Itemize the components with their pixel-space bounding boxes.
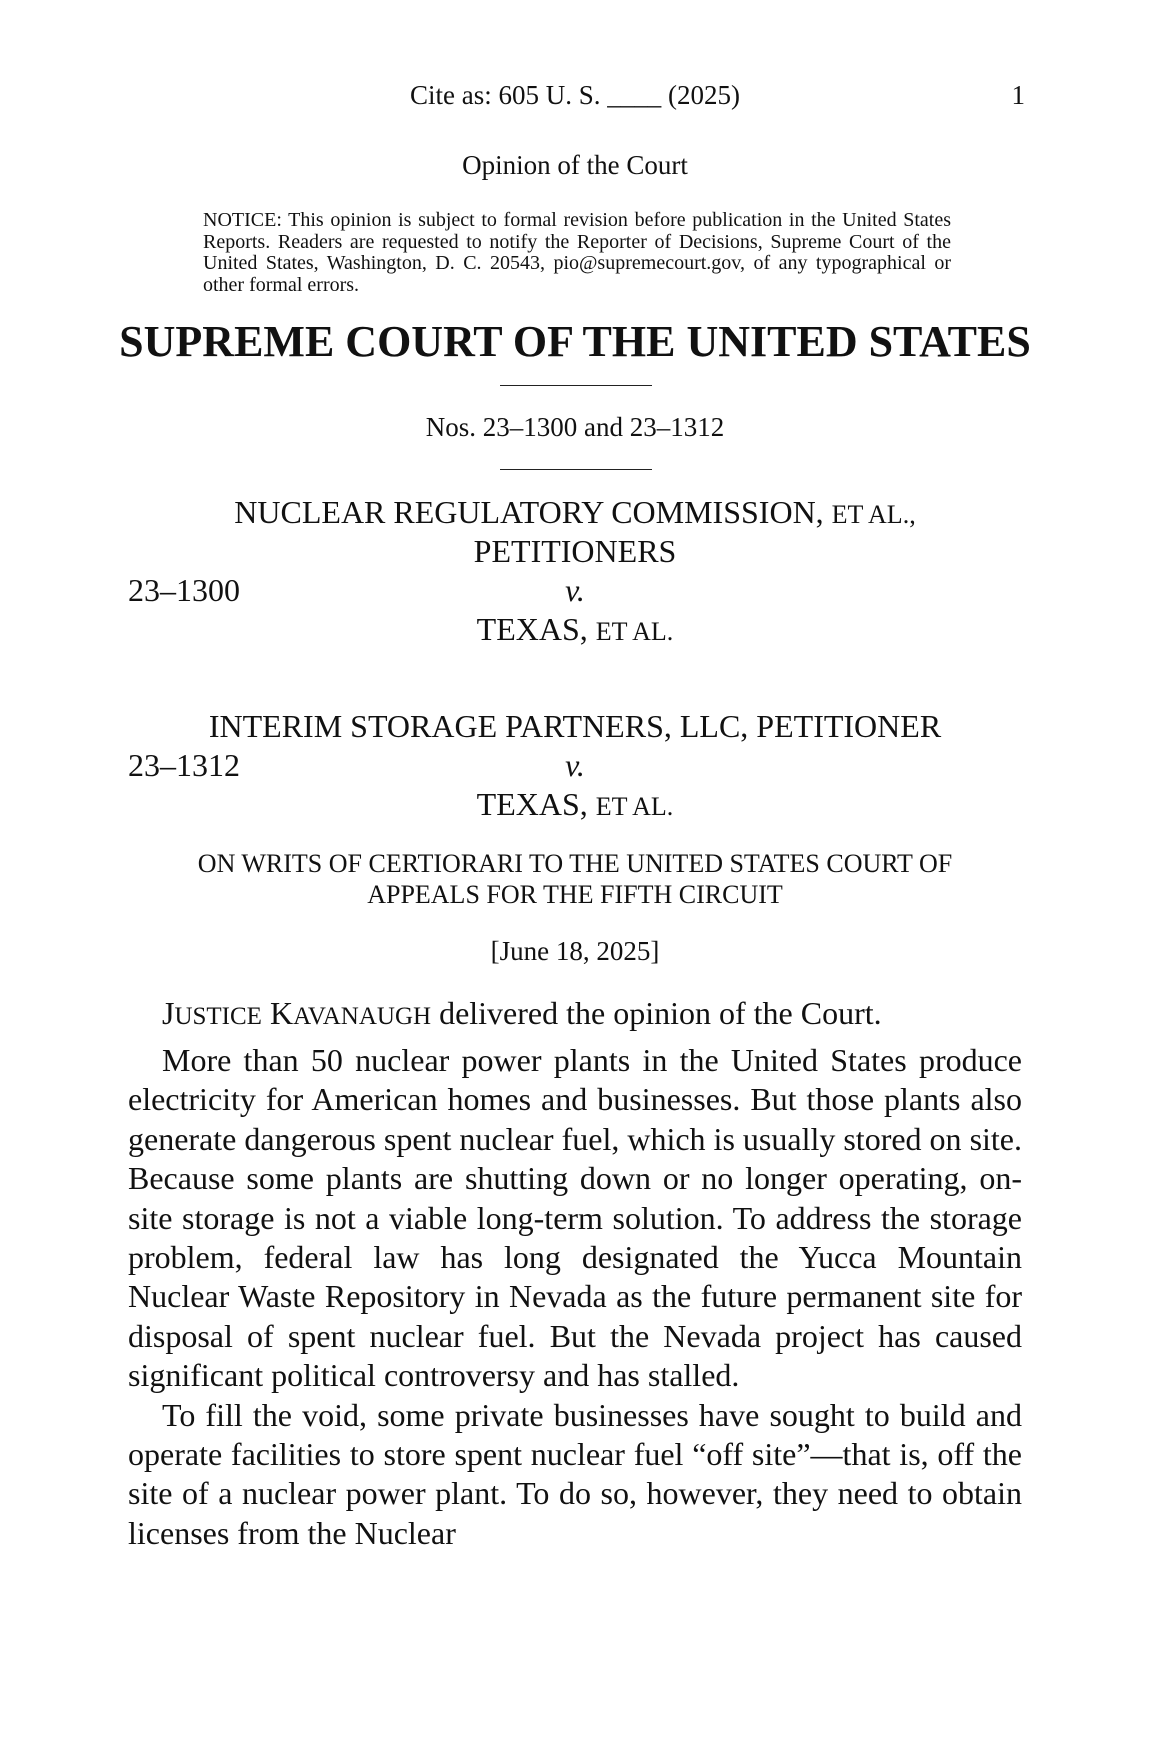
case-1-petitioner-suffix: ET AL., <box>831 500 916 529</box>
notice-text: NOTICE: This opinion is subject to formal revision before publication in the United States Reports. Readers are requested to notify the Reporter of Decisions, Supreme Court of the United States, Washington, D. C. 20543, pio@supremecourt.gov, of any typographical or other formal errors. <box>203 209 951 296</box>
case-1-petitioner-role: PETITIONERS <box>473 533 677 569</box>
case-1-respondent-name: TEXAS, <box>476 611 588 647</box>
author-line-rest: delivered the opinion of the Court. <box>431 995 882 1031</box>
court-name: SUPREME COURT OF THE UNITED STATES <box>119 317 1031 366</box>
docket-numbers: Nos. 23–1300 and 23–1312 <box>425 412 725 442</box>
paragraph-2: To fill the void, some private businesses have sought to build and operate facilities to store spent nuclear fuel “off site”—that is, off the site of a nuclear power plant. To do so, however, they need to obtain licenses from the Nuclear <box>128 1396 1022 1551</box>
author-last-initial: K <box>269 995 294 1031</box>
case-2-respondent-name: TEXAS, <box>476 786 588 822</box>
case-2-petitioner: INTERIM STORAGE PARTNERS, LLC, PETITIONER <box>208 708 942 744</box>
case-2-respondent-suffix: ET AL. <box>595 792 674 821</box>
opinion-body <box>128 1041 1022 1553</box>
section-heading: Opinion of the Court <box>462 150 688 180</box>
author-first-rest: USTICE <box>174 1003 262 1030</box>
divider-rule <box>500 385 652 386</box>
paragraph-1: More than 50 nuclear power plants in the United States produce electricity for American homes and businesses. But those plants also generate dangerous spent nuclear fuel, which is usually stored on site. Because some plants are shutting down or no longer operating, on-site storage is not a viable long-term solution. To address the storage problem, federal law has long designated the Yucca Mountain Nuclear Waste Repository in Nevada as the future permanent site for disposal of spent nuclear fuel. But the Nevada project has caused significant political controversy and has stalled. <box>128 1042 1022 1394</box>
case-1-respondent-suffix: ET AL. <box>595 617 674 646</box>
author-last-rest: AVANAUGH <box>293 1003 432 1030</box>
writs-of-certiorari <box>0 848 1150 910</box>
case-2-number: 23–1312 <box>128 747 240 783</box>
citation-header: Cite as: 605 U. S. ____ (2025) <box>410 80 740 110</box>
case-2-versus: v. <box>565 747 585 783</box>
case-1-respondent <box>0 609 1150 652</box>
case-2-respondent <box>0 784 1150 827</box>
author-first-initial: J <box>162 995 175 1031</box>
decision-date: [June 18, 2025] <box>490 936 660 966</box>
author-line <box>162 993 882 1037</box>
case-1-petitioner <box>0 492 1150 535</box>
case-1-versus: v. <box>565 572 585 608</box>
writs-line-2: APPEALS FOR THE FIFTH CIRCUIT <box>367 880 783 909</box>
case-1-petitioner-name: NUCLEAR REGULATORY COMMISSION, <box>234 494 824 530</box>
writs-line-1: ON WRITS OF CERTIORARI TO THE UNITED STATES COURT OF <box>197 849 953 878</box>
case-1-number: 23–1300 <box>128 572 240 608</box>
page-number: 1 <box>1011 80 1025 110</box>
divider-rule <box>500 469 652 470</box>
